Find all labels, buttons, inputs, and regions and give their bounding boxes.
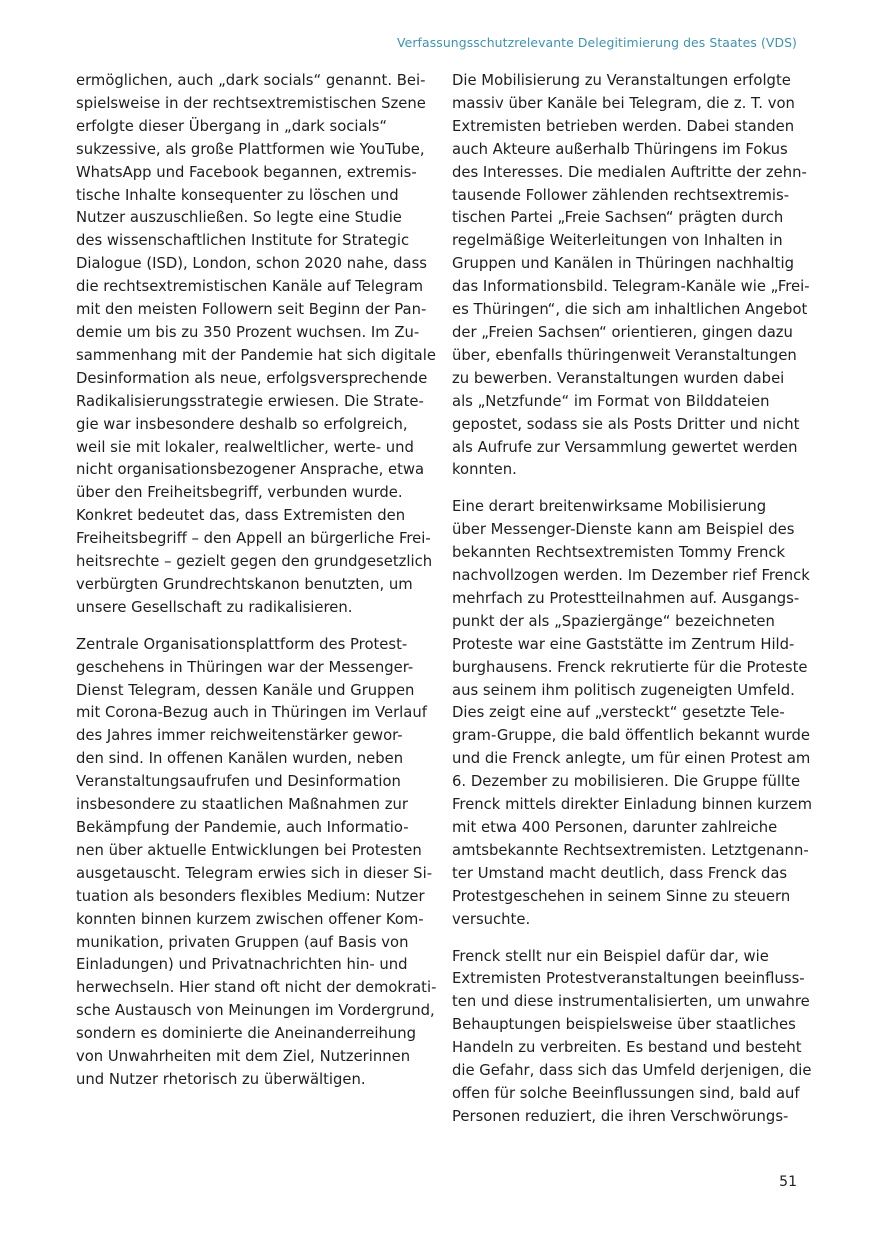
text-line: die Gefahr, dass sich das Umfeld derjenigen, die: [452, 1062, 812, 1080]
text-line: Frenck stellt nur ein Beispiel dafür dar, wie: [452, 947, 769, 965]
text-line: nachvollzogen werden. Im Dezember rief Frenck: [452, 567, 810, 585]
running-header: Verfassungsschutzrelevante Delegitimierung des Staates (VDS): [397, 35, 797, 50]
text-line: das Informationsbild. Telegram-Kanäle wie „Frei-: [452, 278, 810, 296]
text-line: munikation, privaten Gruppen (auf Basis von: [76, 933, 409, 951]
text-line: Eine derart breitenwirksame Mobilisierung: [452, 498, 767, 516]
text-line: Gruppen und Kanälen in Thüringen nachhaltig: [452, 255, 794, 273]
text-line: massiv über Kanäle bei Telegram, die z. T. von: [452, 94, 795, 112]
text-line: als Aufrufe zur Versammlung gewertet werden: [452, 438, 798, 456]
text-line: und Nutzer rhetorisch zu überwältigen.: [76, 1070, 366, 1088]
text-line: amtsbekannte Rechtsextremisten. Letztgenann-: [452, 841, 809, 859]
text-line: tausende Follower zählenden rechtsextremis-: [452, 186, 790, 204]
text-line: Die Mobilisierung zu Veranstaltungen erfolgte: [452, 72, 791, 89]
text-line: zu bewerben. Veranstaltungen wurden dabei: [452, 369, 785, 387]
text-line: über Messenger-Dienste kann am Beispiel des: [452, 521, 795, 539]
text-line: sammenhang mit der Pandemie hat sich digitale: [76, 346, 436, 364]
text-line: und die Frenck anlegte, um für einen Protest am: [452, 750, 811, 768]
text-line: gram-Gruppe, die bald öffentlich bekannt wurde: [452, 727, 810, 745]
text-line: burghausens. Frenck rekrutierte für die Proteste: [452, 658, 808, 676]
text-line: Dies zeigt eine auf „versteckt“ gesetzte Tele-: [452, 704, 785, 722]
text-line: Veranstaltungsaufrufen und Desinformation: [76, 773, 401, 791]
text-line: des Jahres immer reichweitenstärker gewor-: [76, 727, 403, 745]
text-line: mit den meisten Followern seit Beginn der Pan-: [76, 301, 427, 319]
text-line: tuation als besonders flexibles Medium: Nutzer: [76, 887, 425, 905]
text-line: demie um bis zu 350 Prozent wuchsen. Im Zu-: [76, 323, 420, 341]
text-line: Desinformation als neue, erfolgsversprechende: [76, 369, 428, 387]
text-line: Protestgeschehen in seinem Sinne zu steuern: [452, 887, 791, 905]
text-line: ausgetauscht. Telegram erwies sich in dieser Si-: [76, 864, 433, 882]
text-line: erfolgte dieser Übergang in „dark socials“: [76, 117, 388, 135]
text-line: sche Austausch von Meinungen im Vordergrund,: [76, 1002, 435, 1020]
paragraph: [452, 70, 810, 482]
text-line: aus seinem ihm politisch zugeneigten Umfeld.: [452, 681, 795, 699]
text-line: Nutzer auszuschließen. So legte eine Studie: [76, 209, 402, 227]
text-line: mit Corona-Bezug auch in Thüringen im Verlauf: [76, 704, 427, 722]
text-line: insbesondere zu staatlichen Maßnahmen zur: [76, 796, 408, 814]
text-line: Handeln zu verbreiten. Es bestand und besteht: [452, 1039, 802, 1057]
text-line: Freiheitsbegriff – den Appell an bürgerliche Frei-: [76, 530, 431, 548]
text-line: Bekämpfung der Pandemie, auch Informatio-: [76, 819, 409, 836]
text-line: gepostet, sodass sie als Posts Dritter und nicht: [452, 415, 800, 433]
text-line: ter Umstand macht deutlich, dass Frenck das: [452, 864, 788, 882]
text-line: tische Inhalte konsequenter zu löschen und: [76, 186, 399, 204]
text-line: Einladungen) und Privatnachrichten hin- und: [76, 956, 408, 974]
paragraph: [452, 496, 813, 931]
text-line: des Interesses. Die medialen Auftritte der zehn-: [452, 163, 807, 181]
text-line: WhatsApp und Facebook begannen, extremis-: [76, 163, 417, 181]
text-line: heitsrechte – gezielt gegen den grundgesetzlich: [76, 553, 433, 571]
text-line: nicht organisationsbezogener Ansprache, etwa: [76, 461, 425, 479]
text-line: offen für solche Beeinflussungen sind, bald auf: [452, 1084, 800, 1102]
right-column: [452, 70, 813, 1143]
text-line: Frenck mittels direkter Einladung binnen kurzem: [452, 796, 813, 814]
text-line: versuchte.: [452, 910, 531, 928]
text-line: konnten binnen kurzem zwischen offener Kom-: [76, 910, 424, 928]
paragraph: [76, 70, 436, 620]
paragraph: [76, 634, 437, 1092]
text-line: es Thüringen“, die sich am inhaltlichen Angebot: [452, 301, 808, 319]
text-line: gie war insbesondere deshalb so erfolgreich,: [76, 415, 408, 433]
text-line: 6. Dezember zu mobilisieren. Die Gruppe füllte: [452, 773, 801, 791]
text-line: Dialogue (ISD), London, schon 2020 nahe, dass: [76, 255, 427, 273]
text-line: Personen reduziert, die ihren Verschwörungs-: [452, 1107, 789, 1125]
text-line: Extremisten Protestveranstaltungen beeinfluss-: [452, 970, 805, 988]
text-line: sukzessive, als große Plattformen wie YouTube,: [76, 140, 425, 158]
text-line: über, ebenfalls thüringenweit Veranstaltungen: [452, 346, 797, 364]
text-line: Konkret bedeutet das, dass Extremisten den: [76, 507, 406, 525]
text-line: verbürgten Grundrechtskanon benutzten, um: [76, 575, 413, 593]
text-line: Zentrale Organisationsplattform des Protest-: [76, 635, 408, 653]
text-line: Proteste war eine Gaststätte im Zentrum Hild-: [452, 635, 795, 653]
text-line: des wissenschaftlichen Institute for Strategic: [76, 232, 410, 250]
text-line: punkt der als „Spaziergänge“ bezeichneten: [452, 612, 775, 630]
left-column: [76, 70, 437, 1106]
page-number: 51: [779, 1174, 797, 1190]
text-line: spielsweise in der rechtsextremistischen Szene: [76, 94, 426, 112]
text-line: als „Netzfunde“ im Format von Bilddateien: [452, 392, 770, 410]
text-line: Dienst Telegram, dessen Kanäle und Gruppen: [76, 681, 415, 699]
text-line: auch Akteure außerhalb Thüringens im Fokus: [452, 140, 788, 158]
text-line: Radikalisierungsstrategie erwiesen. Die Strate-: [76, 392, 424, 410]
text-line: über den Freiheitsbegriff, verbunden wurde.: [76, 484, 403, 502]
text-line: konnten.: [452, 461, 517, 479]
text-line: ermöglichen, auch „dark socials“ genannt. Bei-: [76, 72, 426, 89]
text-line: mehrfach zu Protestteilnahmen auf. Ausgangs-: [452, 589, 800, 607]
text-line: sondern es dominierte die Aneinanderreihung: [76, 1025, 416, 1043]
text-line: den sind. In offenen Kanälen wurden, neben: [76, 750, 404, 768]
text-line: von Unwahrheiten mit dem Ziel, Nutzerinnen: [76, 1048, 411, 1066]
text-line: geschehens in Thüringen war der Messenger-: [76, 658, 414, 676]
text-line: mit etwa 400 Personen, darunter zahlreiche: [452, 819, 778, 836]
text-line: nen über aktuelle Entwicklungen bei Protesten: [76, 841, 422, 859]
text-line: weil sie mit lokaler, realweltlicher, werte- und: [76, 438, 414, 456]
text-line: ten und diese instrumentalisierten, um unwahre: [452, 993, 810, 1011]
text-line: der „Freien Sachsen“ orientieren, gingen dazu: [452, 323, 793, 341]
paragraph: [452, 946, 812, 1129]
text-line: tischen Partei „Freie Sachsen“ prägten durch: [452, 209, 784, 227]
text-line: bekannten Rechtsextremisten Tommy Frenck: [452, 544, 786, 562]
text-line: Extremisten betrieben werden. Dabei standen: [452, 117, 795, 135]
text-line: herwechseln. Hier stand oft nicht der demokrati-: [76, 979, 437, 997]
text-line: die rechtsextremistischen Kanäle auf Telegram: [76, 278, 424, 296]
text-line: Behauptungen beispielsweise über staatliches: [452, 1016, 796, 1034]
text-line: regelmäßige Weiterleitungen von Inhalten in: [452, 232, 783, 250]
text-line: unsere Gesellschaft zu radikalisieren.: [76, 598, 353, 616]
